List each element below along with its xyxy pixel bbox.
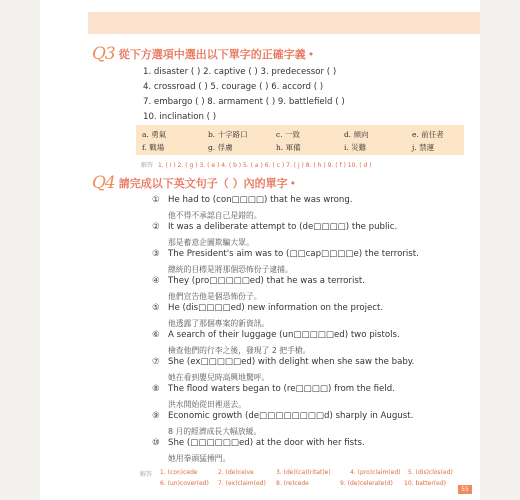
q4-answer: 1. (con)cede	[160, 469, 198, 476]
sentence-chinese: 他們宣告他是個恐怖份子。	[168, 292, 262, 301]
sentence-number: ⑧	[152, 384, 160, 394]
book-page	[40, 0, 480, 500]
choice-f: f. 戰場	[142, 143, 165, 152]
q4-answer-label: 解答	[140, 471, 153, 478]
q4-answer: 4. (pro)claim(ed)	[350, 469, 401, 476]
sentence-chinese: 8 月的經濟成長大幅放緩。	[168, 427, 262, 436]
vocab-line-3: 7. embargo ( ) 8. armament ( ) 9. battlefield ( )	[143, 97, 345, 107]
header-band	[88, 12, 480, 34]
q4-title: 請完成以下英文句子（ ）內的單字	[118, 177, 288, 190]
sentence-number: ⑨	[152, 411, 160, 421]
q4-answer: 2. (de)ceive	[218, 469, 254, 476]
q4-answer: 3. (de)(ca)(ritat)e)	[276, 469, 331, 476]
sentence-chinese: 他不得不承認自己是錯的。	[168, 211, 262, 220]
sentence-number: ⑦	[152, 357, 160, 367]
sentence-chinese: 他透露了那個專案的新資訊。	[168, 319, 270, 328]
vocab-line-4: 10. inclination ( )	[143, 112, 217, 122]
sentence-english: He had to (con□□□□) that he was wrong.	[168, 195, 353, 205]
sentence-english: The flood waters began to (re□□□□) from the field.	[168, 384, 395, 394]
q4-answer: 9. (de)celerate(d)	[340, 480, 393, 487]
q4-answer: 7. (ex)claim(ed)	[218, 480, 266, 487]
sentence-number: ⑥	[152, 330, 160, 340]
sentence-chinese: 她在看到嬰兒時高興地驚呼。	[168, 373, 270, 382]
vocab-line-2: 4. crossroad ( ) 5. courage ( ) 6. accord ( )	[143, 82, 324, 92]
choice-i: i. 災難	[344, 143, 367, 152]
q4-badge: Q4	[92, 173, 115, 193]
q3-answer-values: 1. ( i ) 2. ( g ) 3. ( e ) 4. ( b ) 5. ( a ) 6. ( c ) 7. ( j ) 8. ( h ) 9. ( f ) 10. ( d )	[157, 162, 372, 169]
q4-answer: 10. batter(ed)	[404, 480, 446, 487]
choice-a: a. 勇氣	[142, 130, 167, 139]
q3-title-dot: •	[307, 47, 315, 61]
choice-e: e. 前任者	[412, 130, 444, 139]
choice-h: h. 軍備	[276, 143, 301, 152]
sentence-english: A search of their luggage (un□□□□□ed) two pistols.	[168, 330, 400, 340]
vocab-line-1: 1. disaster ( ) 2. captive ( ) 3. predecessor ( )	[143, 67, 337, 77]
sentence-chinese: 洪水開始從田裡退去。	[168, 400, 246, 409]
choice-g: g. 俘虜	[208, 143, 233, 152]
q4-heading	[92, 173, 296, 193]
sentence-english: She (□□□□□□ed) at the door with her fists.	[168, 438, 365, 448]
sentence-english: The President's aim was to (□□cap□□□□e) the terrorist.	[168, 249, 419, 259]
sentence-english: Economic growth (de□□□□□□□□d) sharply in August.	[168, 411, 414, 421]
sentence-number: ②	[152, 222, 160, 232]
q3-answer-label: 解答	[141, 162, 154, 169]
sentence-number: ④	[152, 276, 160, 286]
sentence-number: ⑤	[152, 303, 160, 313]
sentence-chinese: 她用拳頭猛捶門。	[168, 454, 231, 463]
q3-title: 從下方選項中選出以下單字的正確字義	[118, 48, 306, 61]
page-number: 55	[458, 485, 472, 494]
choice-box	[136, 125, 464, 155]
sentence-english: It was a deliberate attempt to (de□□□□) the public.	[168, 222, 398, 232]
sentence-english: He (dis□□□□ed) new information on the project.	[168, 303, 384, 313]
q3-answers	[141, 160, 372, 169]
sentence-chinese: 總統的目標是將那個恐怖份子逮捕。	[168, 265, 293, 274]
q3-badge: Q3	[92, 44, 115, 64]
choice-j: j. 禁運	[412, 143, 435, 152]
sentence-chinese: 檢查他們的行李之後，發現了 2 把手槍。	[168, 346, 311, 355]
q3-heading	[92, 44, 314, 64]
q4-answer: 5. (dis)clos(ed)	[408, 469, 453, 476]
q4-answer: 6. (un)cover(ed)	[160, 480, 209, 487]
sentence-number: ③	[152, 249, 160, 259]
q4-title-dot: •	[289, 176, 297, 190]
sentence-number: ⑩	[152, 438, 160, 448]
sentence-english: They (pro□□□□□ed) that he was a terrorist.	[168, 276, 365, 286]
choice-d: d. 傾向	[344, 130, 369, 139]
sentence-number: ①	[152, 195, 160, 205]
q4-answer: 8. (re)cede	[276, 480, 309, 487]
choice-b: b. 十字路口	[208, 130, 248, 139]
sentence-english: She (ex□□□□□ed) with delight when she saw the baby.	[168, 357, 415, 367]
choice-c: c. 一致	[276, 130, 300, 139]
sentence-chinese: 那是蓄意企圖欺騙大眾。	[168, 238, 254, 247]
